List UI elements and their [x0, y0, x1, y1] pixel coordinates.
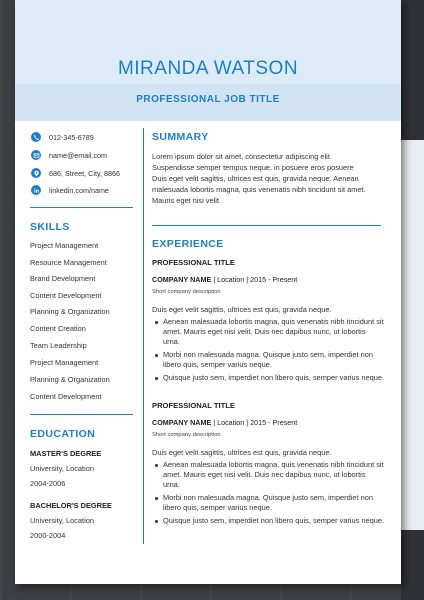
skill-item: Content Development: [30, 392, 102, 401]
company-name: COMPANY NAME: [152, 418, 212, 427]
company-line: [152, 275, 297, 284]
skill-item: Content Creation: [30, 324, 86, 333]
skills-divider: [30, 414, 133, 415]
job-bullet: Morbi non malesuada magna. Quisque justo sem, imperdiet non libero quis, semper varius neque.: [152, 493, 384, 513]
company-meta: | Location | 2015 - Present: [211, 275, 298, 284]
job-position-title: PROFESSIONAL TITLE: [152, 258, 235, 267]
summary-line: Mauris eget nisi velit.: [152, 196, 222, 205]
skill-item: Project Management: [30, 358, 99, 367]
skill-item: Brand Development: [30, 274, 96, 283]
linkedin-icon: [31, 185, 41, 195]
skill-item: Resource Management: [30, 258, 107, 267]
column-divider: [143, 128, 144, 544]
skill-item: Project Management: [30, 241, 99, 250]
experience-heading: EXPERIENCE: [152, 238, 224, 250]
skill-item: Planning & Organization: [30, 375, 110, 384]
email-text: name@email.com: [49, 150, 108, 160]
job-position-title: PROFESSIONAL TITLE: [152, 401, 235, 410]
email-icon: [31, 150, 41, 160]
degree-title: MASTER'S DEGREE: [30, 449, 102, 458]
linkedin-link[interactable]: linkedin.com/name: [49, 185, 109, 195]
job-bullets: [152, 460, 384, 529]
job-title: PROFESSIONAL JOB TITLE: [136, 94, 280, 105]
education-heading: EDUCATION: [30, 428, 96, 440]
skill-item: Planning & Organization: [30, 307, 110, 316]
job-bullets: [152, 317, 384, 386]
skill-item: Content Development: [30, 291, 102, 300]
job-bullet: Quisque justo sem, imperdiet non libero quis, semper varius neque.: [152, 516, 384, 526]
degree-title: BACHELOR'S DEGREE: [30, 501, 112, 510]
summary-line: Suspendisse semper tempus neque, in posuere eros posuere: [152, 163, 354, 172]
resume-page: [15, 0, 401, 584]
job-intro: Duis eget velit sagittis, ultrices est quis, gravida neque.: [152, 448, 332, 457]
address-text: 686, Street, City, 8866: [49, 168, 120, 178]
contact-address: [31, 166, 120, 180]
summary-line: Duis eget velit sagittis, ultrices est quis, gravida neque. Aenean: [152, 174, 359, 183]
contact-divider: [30, 207, 133, 208]
job-bullet: Morbi non malesuada magna. Quisque justo sem, imperdiet non libero quis, semper varius neque.: [152, 350, 384, 370]
candidate-name: MIRANDA WATSON: [117, 58, 299, 79]
summary-divider: [152, 225, 381, 226]
skills-heading: SKILLS: [30, 221, 70, 233]
job-bullet: Aenean malesuada lobortis magna, quis venenatis nibh tincidunt sit amet. Mauris eget nisi velit. Duis nec dapibus nunc, ut lobortis urna.: [152, 317, 384, 348]
degree-school: University, Location: [30, 464, 94, 473]
company-description: Short company description: [152, 289, 221, 295]
job-intro: Duis eget velit sagittis, ultrices est quis, gravida neque.: [152, 305, 332, 314]
summary-line: Lorem ipsum dolor sit amet, consectetur adipiscing elit.: [152, 152, 332, 161]
job-bullet: Quisque justo sem, imperdiet non libero quis, semper varius neque.: [152, 373, 384, 383]
company-name: COMPANY NAME: [152, 275, 212, 284]
degree-school: University, Location: [30, 516, 94, 525]
summary-line: malesuada lobortis magna, quis venenatis nibh tincidunt sit amet.: [152, 185, 366, 194]
degree-years: 2000-2004: [30, 531, 66, 540]
location-pin-icon: [31, 168, 41, 178]
summary-text: [152, 151, 384, 206]
phone-icon: [31, 132, 41, 142]
contact-email: [31, 148, 107, 162]
degree-years: 2004-2006: [30, 479, 66, 488]
company-description: Short company description: [152, 432, 221, 438]
contact-phone: [31, 130, 94, 144]
job-bullet: Aenean malesuada lobortis magna, quis venenatis nibh tincidunt sit amet. Mauris eget nisi velit. Duis nec dapibus nunc, ut lobortis urna.: [152, 460, 384, 491]
phone-text: 012-345-6789: [49, 132, 94, 142]
summary-heading: SUMMARY: [152, 131, 209, 143]
background-card-edge: [401, 140, 424, 530]
contact-linkedin: [31, 183, 109, 197]
company-meta: | Location | 2015 - Present: [211, 418, 298, 427]
skill-item: Team Leadership: [30, 341, 87, 350]
company-line: [152, 418, 297, 427]
